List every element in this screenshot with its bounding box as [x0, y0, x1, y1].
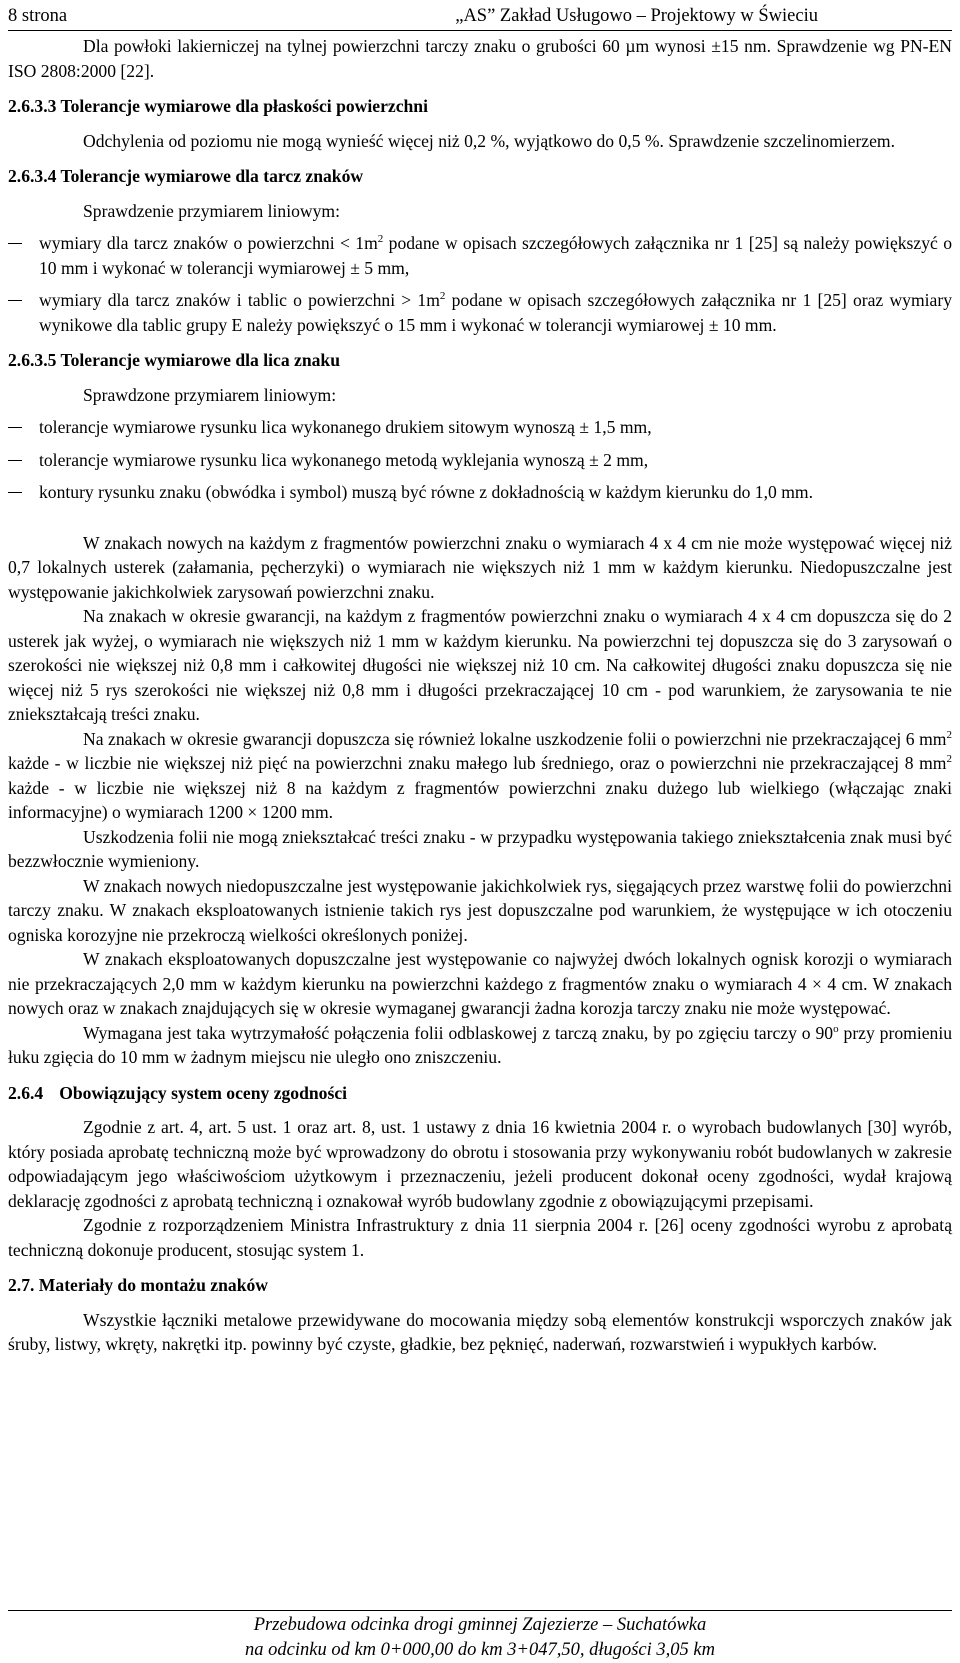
list-item: kontury rysunku znaku (obwódka i symbol) muszą być równe z dokładnością w każdym kierunku do 1,0 mm. [8, 480, 952, 505]
footer-line: na odcinku od km 0+000,00 do km 3+047,50, długości 3,05 km [245, 1640, 715, 1660]
list-item: tolerancje wymiarowe rysunku lica wykonanego drukiem sitowym wynoszą ± 1,5 mm, [8, 415, 952, 440]
page-number: 8 strona [8, 6, 68, 26]
document-page [8, 0, 952, 1663]
list-item: tolerancje wymiarowe rysunku lica wykonanego metodą wyklejania wynoszą ± 2 mm, [8, 448, 952, 473]
dash-bullet [8, 427, 22, 428]
heading-264: 2.6.4 Obowiązujący system oceny zgodności [8, 1082, 348, 1103]
heading-2634: 2.6.3.4 Tolerancje wymiarowe dla tarcz znaków [8, 166, 364, 186]
paragraph-2633: Odchylenia od poziomu nie mogą wynieść więcej niż 0,2 %, wyjątkowo do 0,5 %. Sprawdzenie szczelinomierzem. [83, 130, 896, 151]
paragraph: Na znakach w okresie gwarancji, na każdym z fragmentów powierzchni znaku o wymiarach 4 x 4 cm dopuszcza się do 2 usterek jak wyżej, o wymiarach nie większych niż 1 mm w każdym kierunku. Na powierzchni tej dopuszcza się do 3 zarysowań o szerokości nie większej niż 0,8 mm i całkowitej długości nie większej niż 10 cm. Na całkowitej długości znaku dopuszcza się nie więcej niż 5 rys szerokości nie większej niż 0,8 mm i długości przekraczającej 10 cm - pod warunkiem, że zarysowania te nie zniekształcają treści znaku. [8, 606, 952, 724]
document-body [8, 34, 952, 1357]
heading-2635: 2.6.3.5 Tolerancje wymiarowe dla lica znaku [8, 350, 340, 370]
paragraph: Zgodnie z rozporządzeniem Ministra Infrastruktury z dnia 11 sierpnia 2004 r. [26] oceny zgodności wyrobu z aprobatą techniczną dokonuje producent, stosując system 1. [8, 1215, 952, 1260]
dash-bullet [8, 460, 22, 461]
paragraph: Zgodnie z art. 4, art. 5 ust. 1 oraz art. 8, ust. 1 ustawy z dnia 16 kwietnia 2004 r. o wyrobach budowlanych [30] wyrób, który posiada aprobatę techniczną może być wprowadzony do obrotu i stosowania przy wykonywaniu robót budowlanych w zakresie odpowiadającym jego właściwościom użytkowym i przeznaczeniu, jeżeli producent dokonał oceny zgodności, wydał krajową deklarację zgodności z aprobatą techniczną i oznakował wyrób budowlany zgodnie z obowiązującymi przepisami. [8, 1117, 952, 1211]
company-name: „AS” Zakład Usługowo – Projektowy w Świeciu [455, 6, 818, 26]
list-2634 [8, 231, 952, 337]
paragraph: W znakach eksploatowanych dopuszczalne jest występowanie co najwyżej dwóch lokalnych ognisk korozji o wymiarach nie przekraczających 2,0 mm w każdym kierunku na powierzchni każdego z fragmentów znaku o wymiarach 4 × 4 cm. W znakach nowych oraz w znakach znajdujących się w okresie wymaganej gwarancji żadna korozja tarczy znaku nie może występować. [8, 949, 952, 1018]
paragraph: Wymagana jest taka wytrzymałość połączenia folii odblaskowej z tarczą znaku, by po zgięciu tarczy o 90$^o$ przy promieniu łuku zgięcia do 10 mm w żadnym miejscu nie uległo ono zniszczeniu. [8, 1022, 953, 1067]
intro-paragraph: Dla powłoki lakierniczej na tylnej powierzchni tarczy znaku o grubości 60 µm wynosi ±15 nm. Sprawdzenie wg PN-EN ISO 2808:2000 [22]. [8, 36, 952, 81]
dash-bullet [8, 243, 22, 244]
dash-bullet [8, 300, 22, 301]
list-2635 [8, 415, 952, 505]
intro-2635: Sprawdzone przymiarem liniowym: [83, 384, 337, 405]
intro-2634: Sprawdzenie przymiarem liniowym: [83, 200, 340, 221]
page-header [8, 4, 952, 31]
heading-27: 2.7. Materiały do montażu znaków [8, 1275, 268, 1295]
footer-line: Przebudowa odcinka drogi gminnej Zajezierze – Suchatówka [253, 1615, 707, 1635]
paragraph: Wszystkie łączniki metalowe przewidywane do mocowania między sobą elementów konstrukcji wsporczych znaków jak śruby, listwy, wkręty, nakrętki itp. powinny być czyste, gładkie, bez pęknięć, naderwań, rozwarstwień i wypukłych karbów. [8, 1309, 952, 1354]
paragraph: Na znakach w okresie gwarancji dopuszcza się również lokalne uszkodzenie folii o powierzchni nie przekraczającej 6 $mm^2$ każde - w liczbie nie większej niż pięć na powierzchni znaku małego lub średniego, oraz o powierzchni nie przekraczającej 8 $mm^2$ każde - w liczbie nie większej niż 8 na każdym z fragmentów powierzchni znaku dużego lub wielkiego (włączając znaki informacyjne) o wymiarach 1200 × 1200 mm. [8, 728, 952, 822]
paragraph: W znakach nowych niedopuszczalne jest występowanie jakichkolwiek rys, sięgających przez warstwę folii do powierzchni tarczy znaku. W znakach eksploatowanych istnienie takich rys jest dopuszczalne pod warunkiem, że występujące w ich otoczeniu ogniska korozyjne nie przekroczą wielkości określonych poniżej. [8, 875, 952, 945]
list-item: wymiary dla tarcz znaków o powierzchni < $1m^2$ podane w opisach szczegółowych załącznika nr 1 [25] są należy powiększyć o 10 mm i wykonać w tolerancji wymiarowej ± 5 mm, [8, 231, 952, 280]
page-footer [8, 1610, 952, 1663]
paragraph: Uszkodzenia folii nie mogą zniekształcać treści znaku - w przypadku występowania takiego zniekształcenia znak musi być bezzwłocznie wymieniony. [8, 826, 952, 871]
paragraph: W znakach nowych na każdym z fragmentów powierzchni znaku o wymiarach 4 x 4 cm nie może występować więcej niż 0,7 lokalnych usterek (załamania, pęcherzyki) o wymiarach nie większych niż 1 mm w każdym kierunku. Niedopuszczalne jest występowanie jakichkolwiek zarysowań powierzchni znaku. [8, 532, 952, 602]
list-item: wymiary dla tarcz znaków i tablic o powierzchni > $1m^2$ podane w opisach szczegółowych załącznika nr 1 [25] oraz wymiary wynikowe dla tablic grupy E należy powiększyć o 15 mm i wykonać w tolerancji wymiarowej ± 10 mm. [8, 288, 952, 337]
dash-bullet [8, 492, 22, 493]
heading-2633: 2.6.3.3 Tolerancje wymiarowe dla płaskości powierzchni [8, 96, 428, 116]
